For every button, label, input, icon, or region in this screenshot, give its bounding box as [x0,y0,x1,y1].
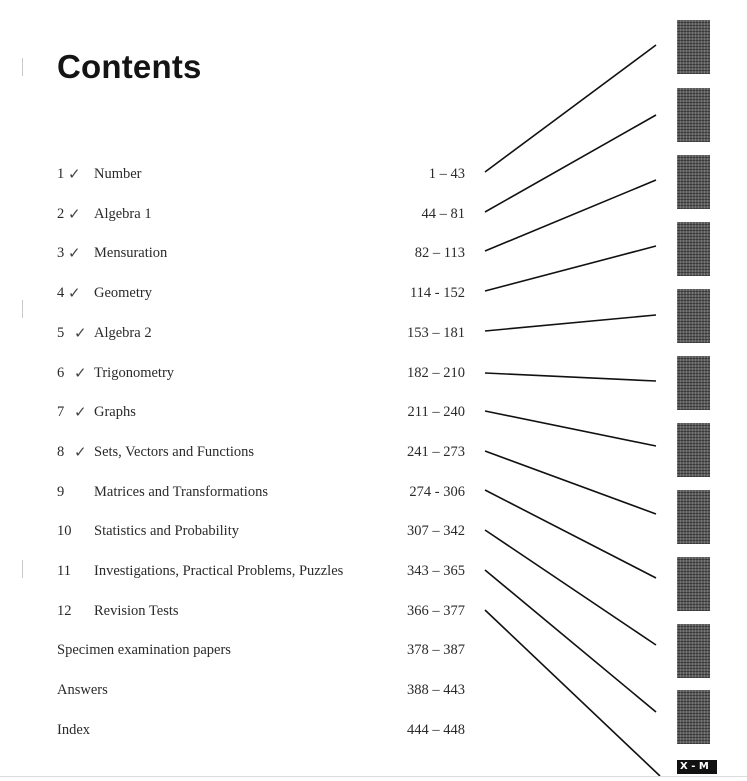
page-range: 388 – 443 [407,682,465,699]
page-range: 274 - 306 [409,483,465,500]
page-range: 307 – 342 [407,523,465,540]
thumb-tab [677,222,710,276]
leader-line [485,451,656,514]
checkmark-icon: ✓ [74,444,87,461]
watermark: X - M [677,760,717,774]
page-range: 241 – 273 [407,443,465,460]
chapter-number: 3 [57,245,65,262]
chapter-number: 7 [57,404,65,421]
thumb-tab [677,20,710,74]
page-title: Contents [57,48,202,85]
thumb-tab [677,356,710,410]
chapter-title: Mensuration [94,245,168,262]
thumb-tab [677,423,710,477]
leader-line [485,45,656,172]
chapter-number: 5 [57,324,65,341]
chapter-title: Sets, Vectors and Functions [94,443,255,460]
thumb-tab [677,88,710,142]
page-range: 44 – 81 [421,205,465,222]
page-range: 211 – 240 [407,404,465,421]
page-range: 378 – 387 [407,642,465,659]
chapter-title: Statistics and Probability [94,523,239,540]
chapter-number: 12 [57,602,72,619]
bottom-rule [0,776,747,777]
checkmark-icon: ✓ [74,325,87,342]
chapter-number: 11 [57,563,71,579]
chapter-number: 1 [57,166,65,182]
thumb-tab [677,624,710,678]
thumb-tab [677,690,710,744]
chapter-title: Graphs [94,404,136,421]
leader-line [485,411,656,446]
chapter-title: Geometry [94,285,152,302]
chapter-title: Specimen examination papers [57,642,231,659]
page-range: 366 – 377 [407,602,465,619]
checkmark-icon: ✓ [74,365,87,382]
page-range: 114 - 152 [409,285,465,302]
chapter-title: Algebra 2 [94,324,152,341]
chapter-number: 10 [57,523,72,540]
chapter-title: Index [57,721,91,738]
chapter-title: Matrices and Transformations [94,483,268,500]
leader-line [485,315,656,331]
leader-line [485,246,656,291]
checkmark-icon: ✓ [68,167,81,183]
checkmark-icon: ✓ [74,405,87,422]
checkmark-icon: ✓ [68,246,81,263]
page-range: 1 – 43 [428,166,465,182]
chapter-number: 9 [57,483,65,500]
chapter-title: Algebra 1 [94,205,152,222]
chapter-number: 6 [57,364,65,381]
thumb-tab [677,557,710,611]
chapter-title: Investigations, Practical Problems, Puzzles [94,563,344,579]
thumb-tab [677,490,710,544]
page-range: 444 – 448 [407,721,465,738]
leader-line [485,490,656,578]
leader-line [485,373,656,381]
leader-line [485,180,656,251]
leader-line [485,115,656,212]
checkmark-icon: ✓ [68,206,81,223]
chapter-number: 4 [57,285,65,302]
page-range: 153 – 181 [407,324,465,341]
thumb-tab [677,289,710,343]
chapter-title: Number [94,166,142,182]
page-range: 343 – 365 [407,563,465,579]
thumb-tab [677,155,710,209]
checkmark-icon: ✓ [68,286,81,303]
chapter-title: Answers [57,682,108,699]
chapter-number: 8 [57,443,65,460]
chapter-title: Revision Tests [94,602,179,619]
chapter-title: Trigonometry [94,364,175,381]
leader-line [485,530,656,645]
page-range: 82 – 113 [414,245,465,262]
page-range: 182 – 210 [407,364,465,381]
chapter-number: 2 [57,205,65,222]
